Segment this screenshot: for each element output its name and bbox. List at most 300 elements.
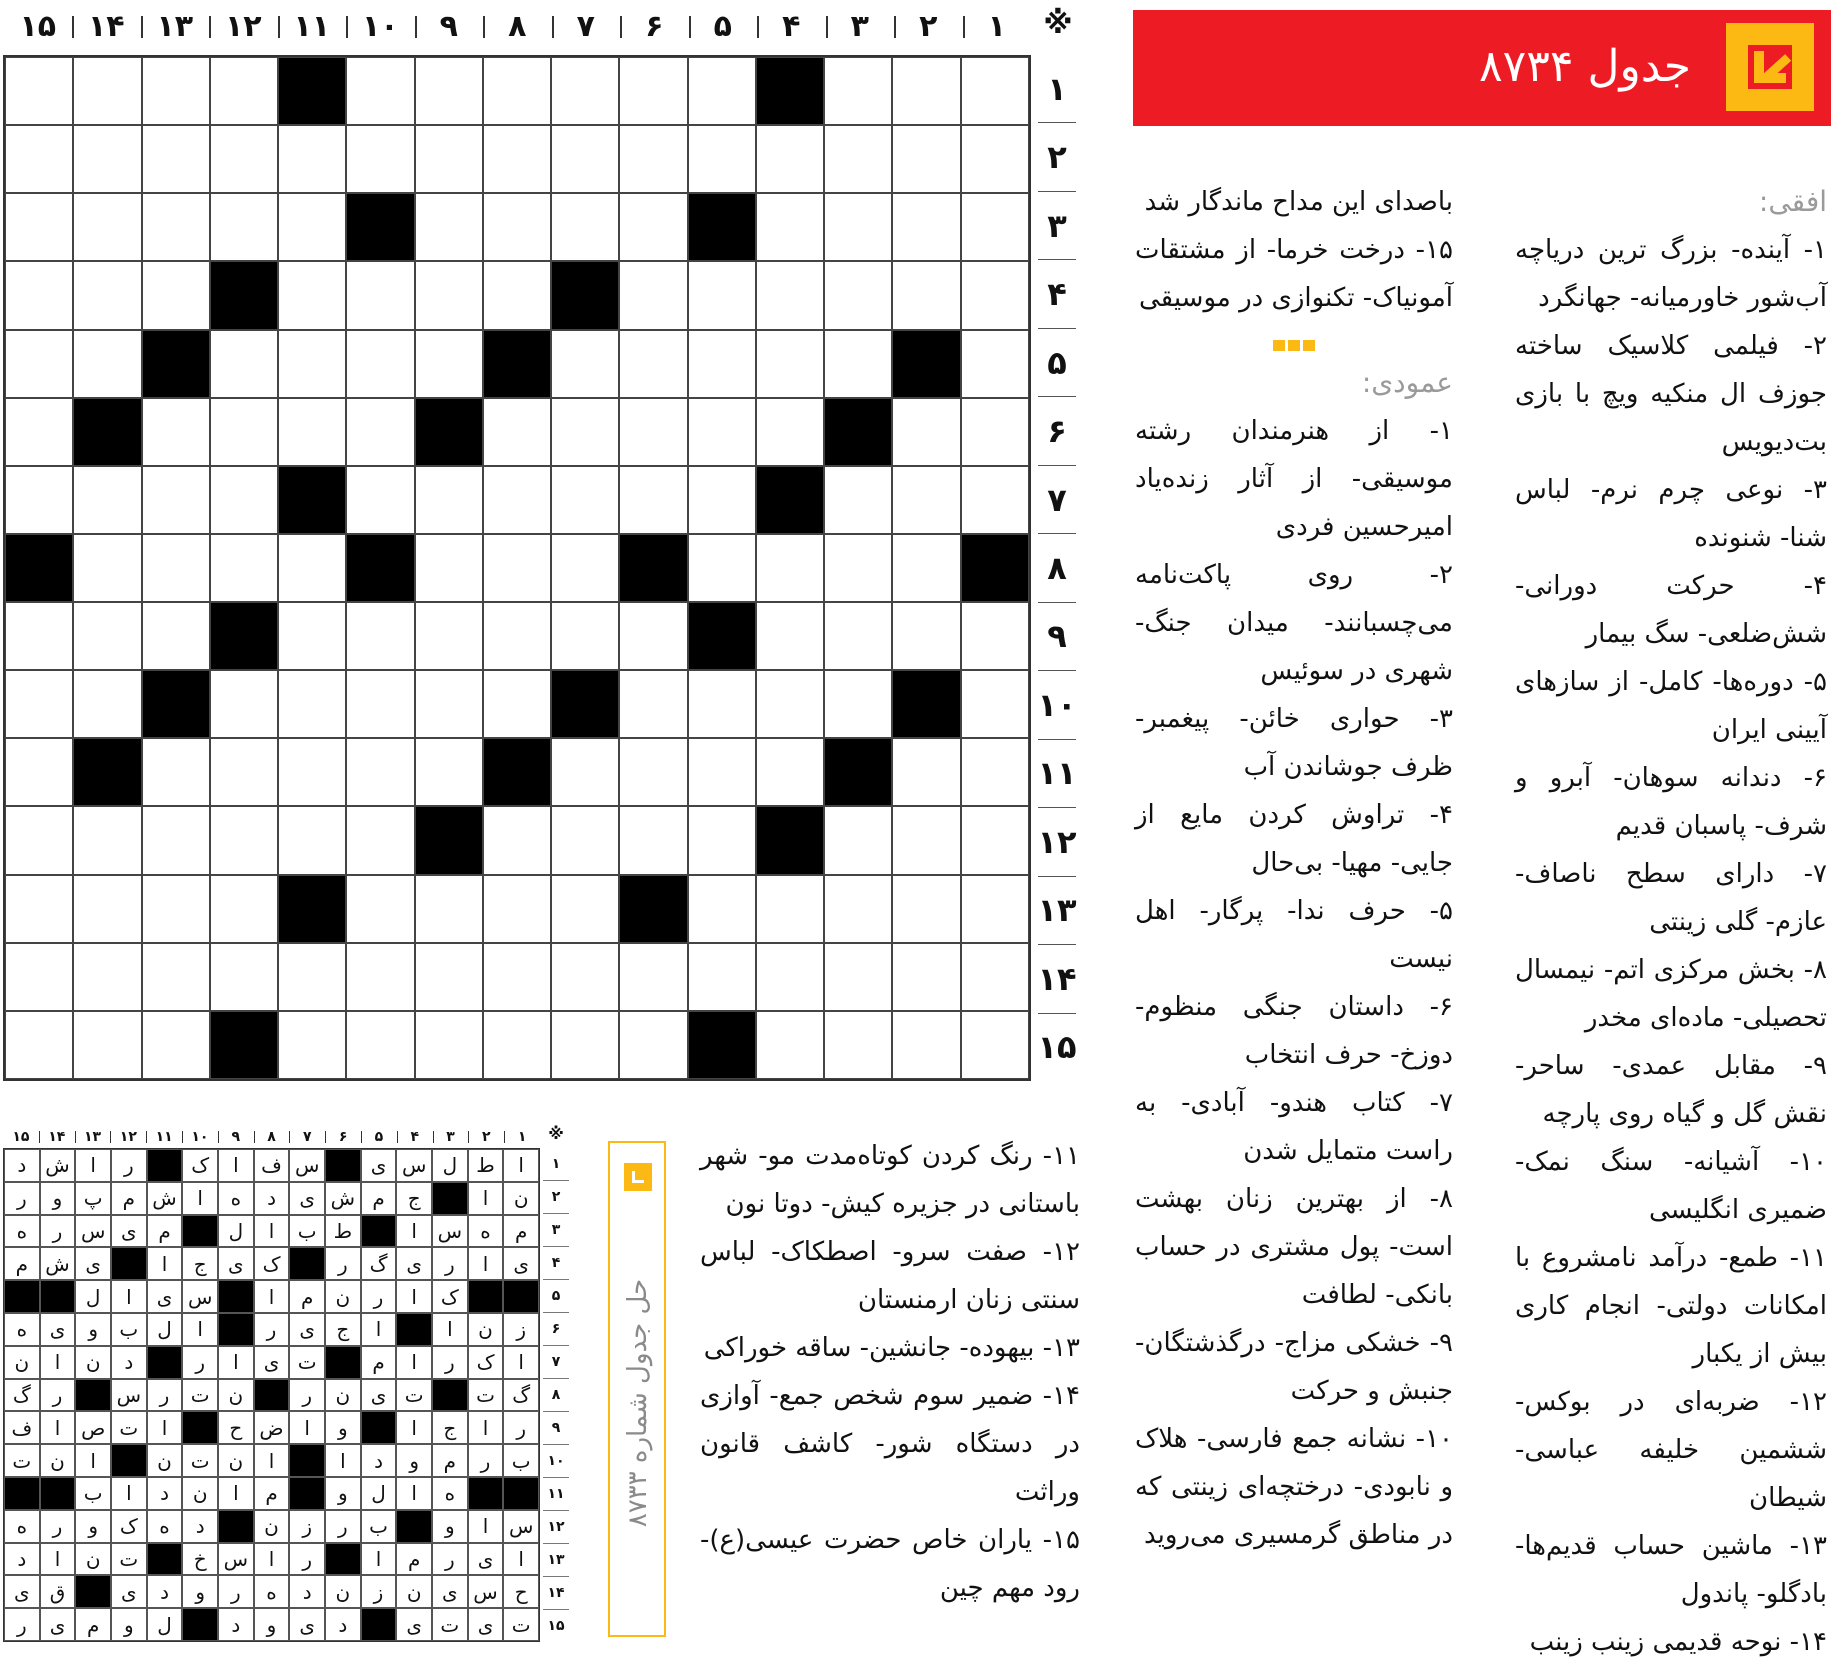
answer-cell[interactable] [961, 738, 1029, 806]
answer-cell[interactable] [5, 806, 73, 874]
row-number: ۷ [1038, 465, 1076, 533]
answer-cell[interactable] [346, 602, 414, 670]
answer-cell[interactable] [551, 125, 619, 193]
answer-cell[interactable] [551, 330, 619, 398]
answer-cell[interactable] [5, 670, 73, 738]
solution-letter: ا [254, 1215, 290, 1248]
solution-letter: ر [432, 1247, 468, 1280]
middle-clues-column [1135, 178, 1453, 1559]
corner-symbol: ※ [1043, 6, 1073, 41]
solution-letter: ا [396, 1215, 432, 1248]
solution-letter: ر [218, 1575, 254, 1608]
answer-cell[interactable] [5, 875, 73, 943]
solution-letter: ت [111, 1543, 147, 1576]
answer-cell[interactable] [415, 602, 483, 670]
solution-letter: ج [432, 1411, 468, 1444]
answer-cell[interactable] [688, 330, 756, 398]
answer-cell[interactable] [483, 875, 551, 943]
answer-cell[interactable] [278, 1011, 346, 1079]
answer-cell[interactable] [346, 330, 414, 398]
answer-cell[interactable] [961, 261, 1029, 329]
solution-letter: س [75, 1215, 111, 1248]
answer-cell[interactable] [210, 330, 278, 398]
solution-letter: و [75, 1313, 111, 1346]
down-clue: ۱۲- صفت سرو- اصطکاک- لباس سنتی زنان ارمنستان [700, 1237, 1080, 1315]
answer-cell[interactable] [756, 670, 824, 738]
answer-cell[interactable] [415, 466, 483, 534]
answer-cell[interactable] [756, 193, 824, 261]
answer-cell[interactable] [756, 261, 824, 329]
answer-cell[interactable] [824, 534, 892, 602]
answer-cell[interactable] [892, 602, 960, 670]
answer-cell[interactable] [483, 1011, 551, 1079]
answer-cell[interactable] [892, 943, 960, 1011]
answer-cell[interactable] [619, 193, 687, 261]
answer-cell[interactable] [415, 125, 483, 193]
answer-cell[interactable] [688, 670, 756, 738]
answer-cell[interactable] [5, 1011, 73, 1079]
solution-column-number: ۱۴ [39, 1126, 75, 1148]
answer-cell[interactable] [551, 57, 619, 125]
solution-letter: ا [254, 1543, 290, 1576]
answer-cell[interactable] [551, 943, 619, 1011]
answer-cell[interactable] [415, 57, 483, 125]
answer-cell[interactable] [892, 193, 960, 261]
answer-cell[interactable] [346, 738, 414, 806]
answer-cell[interactable] [278, 398, 346, 466]
solution-letter: ص [75, 1411, 111, 1444]
answer-cell[interactable] [415, 875, 483, 943]
answer-cell[interactable] [142, 602, 210, 670]
answer-cell[interactable] [961, 1011, 1029, 1079]
solution-letter: ر [4, 1182, 40, 1215]
solution-letter: ج [396, 1182, 432, 1215]
answer-cell[interactable] [824, 875, 892, 943]
answer-cell[interactable] [892, 806, 960, 874]
answer-cell[interactable] [210, 806, 278, 874]
answer-cell[interactable] [346, 125, 414, 193]
answer-cell[interactable] [961, 875, 1029, 943]
answer-cell[interactable] [961, 57, 1029, 125]
answer-cell[interactable] [415, 330, 483, 398]
column-number: ۴ [757, 4, 826, 48]
answer-cell[interactable] [278, 330, 346, 398]
answer-cell[interactable] [688, 943, 756, 1011]
answer-cell[interactable] [961, 602, 1029, 670]
answer-cell[interactable] [142, 193, 210, 261]
solution-black-cell [147, 1149, 183, 1182]
answer-cell[interactable] [483, 193, 551, 261]
answer-cell[interactable] [824, 125, 892, 193]
answer-cell[interactable] [619, 1011, 687, 1079]
answer-cell[interactable] [5, 943, 73, 1011]
solution-row-number: ۷ [543, 1345, 569, 1378]
answer-cell[interactable] [5, 738, 73, 806]
answer-cell[interactable] [73, 670, 141, 738]
solution-row-number: ۱ [551, 1156, 561, 1172]
answer-cell[interactable] [961, 806, 1029, 874]
solution-letter: گ [361, 1247, 397, 1280]
solution-letter: ا [254, 1444, 290, 1477]
solution-letter: ن [396, 1575, 432, 1608]
answer-cell[interactable] [483, 261, 551, 329]
answer-cell[interactable] [5, 398, 73, 466]
answer-cell[interactable] [688, 398, 756, 466]
answer-cell[interactable] [619, 125, 687, 193]
answer-cell[interactable] [142, 261, 210, 329]
answer-cell[interactable] [483, 534, 551, 602]
solution-letter: ا [254, 1280, 290, 1313]
answer-cell[interactable] [278, 602, 346, 670]
solution-letter: ه [432, 1477, 468, 1510]
answer-cell[interactable] [415, 670, 483, 738]
answer-cell[interactable] [619, 806, 687, 874]
answer-cell[interactable] [278, 125, 346, 193]
answer-cell[interactable] [73, 466, 141, 534]
row-number: ۹ [1038, 602, 1076, 670]
answer-cell[interactable] [892, 398, 960, 466]
answer-cell[interactable] [210, 738, 278, 806]
solution-letter: ب [289, 1215, 325, 1248]
answer-cell[interactable] [5, 602, 73, 670]
answer-cell[interactable] [73, 1011, 141, 1079]
answer-cell[interactable] [415, 534, 483, 602]
answer-cell[interactable] [346, 398, 414, 466]
answer-cell[interactable] [346, 670, 414, 738]
answer-cell[interactable] [688, 261, 756, 329]
solution-letter: س [396, 1149, 432, 1182]
answer-cell[interactable] [756, 738, 824, 806]
answer-cell[interactable] [961, 193, 1029, 261]
solution-letter: ن [254, 1510, 290, 1543]
black-cell [688, 1011, 756, 1079]
answer-cell[interactable] [210, 125, 278, 193]
answer-cell[interactable] [73, 806, 141, 874]
answer-cell[interactable] [961, 330, 1029, 398]
solution-letter: ی [468, 1543, 504, 1576]
row-number: ۱۲ [1038, 807, 1076, 875]
answer-cell[interactable] [551, 875, 619, 943]
answer-cell[interactable] [210, 57, 278, 125]
answer-cell[interactable] [346, 806, 414, 874]
solution-letter: ر [40, 1379, 76, 1412]
answer-cell[interactable] [892, 534, 960, 602]
answer-cell[interactable] [619, 57, 687, 125]
answer-cell[interactable] [73, 125, 141, 193]
answer-cell[interactable] [142, 1011, 210, 1079]
answer-cell[interactable] [892, 875, 960, 943]
answer-cell[interactable] [5, 193, 73, 261]
solution-letter: ر [289, 1543, 325, 1576]
solution-letter: ا [182, 1182, 218, 1215]
row-number: ۲ [1038, 122, 1076, 190]
column-number: ۳ [826, 4, 895, 48]
column-number: ۹ [415, 4, 484, 48]
solution-letter: ه [4, 1215, 40, 1248]
answer-cell[interactable] [73, 261, 141, 329]
solution-letter: ز [289, 1510, 325, 1543]
answer-cell[interactable] [73, 534, 141, 602]
answer-cell[interactable] [483, 943, 551, 1011]
answer-cell[interactable] [551, 398, 619, 466]
solution-row-number: ۳ [543, 1213, 569, 1246]
answer-cell[interactable] [73, 330, 141, 398]
answer-cell[interactable] [756, 602, 824, 670]
column-number: ۱ [963, 4, 1032, 48]
answer-cell[interactable] [756, 875, 824, 943]
solution-letter: ح [218, 1411, 254, 1444]
answer-cell[interactable] [619, 602, 687, 670]
solution-letter: م [75, 1608, 111, 1641]
answer-cell[interactable] [415, 1011, 483, 1079]
answer-cell[interactable] [688, 738, 756, 806]
answer-cell[interactable] [688, 534, 756, 602]
answer-cell[interactable] [278, 943, 346, 1011]
answer-cell[interactable] [824, 57, 892, 125]
answer-cell[interactable] [619, 943, 687, 1011]
answer-cell[interactable] [415, 738, 483, 806]
answer-cell[interactable] [142, 125, 210, 193]
answer-cell[interactable] [688, 806, 756, 874]
down-clue: ۴- تراوش کردن مایع از جایی- مهیا- بی‌حال [1135, 800, 1453, 878]
solution-letter: و [254, 1608, 290, 1641]
solution-letter: ش [325, 1182, 361, 1215]
answer-cell[interactable] [210, 398, 278, 466]
answer-cell[interactable] [5, 261, 73, 329]
solution-letter: ی [361, 1149, 397, 1182]
down-clue: ۲- روی پاکت‌نامه می‌چسبانند- میدان جنگ- شهری در سوئیس [1135, 560, 1453, 686]
black-cell [5, 534, 73, 602]
answer-cell[interactable] [346, 943, 414, 1011]
answer-cell[interactable] [756, 398, 824, 466]
answer-cell[interactable] [73, 57, 141, 125]
answer-cell[interactable] [892, 1011, 960, 1079]
answer-cell[interactable] [824, 193, 892, 261]
answer-cell[interactable] [142, 398, 210, 466]
answer-cell[interactable] [142, 466, 210, 534]
answer-cell[interactable] [619, 261, 687, 329]
solution-column-number: ۱۳ [75, 1126, 111, 1148]
answer-cell[interactable] [824, 261, 892, 329]
answer-cell[interactable] [551, 534, 619, 602]
row-number: ۱ [1047, 69, 1067, 108]
row-number: ۱۳ [1038, 876, 1076, 944]
solution-letter: ا [396, 1346, 432, 1379]
answer-cell[interactable] [210, 875, 278, 943]
solution-black-cell [254, 1379, 290, 1412]
answer-cell[interactable] [483, 57, 551, 125]
solution-letter: ن [218, 1444, 254, 1477]
solution-letter: ش [147, 1182, 183, 1215]
answer-cell[interactable] [619, 670, 687, 738]
answer-cell[interactable] [73, 943, 141, 1011]
answer-cell[interactable] [210, 466, 278, 534]
answer-cell[interactable] [210, 534, 278, 602]
answer-cell[interactable] [142, 57, 210, 125]
solution-black-cell [468, 1280, 504, 1313]
answer-cell[interactable] [483, 670, 551, 738]
answer-cell[interactable] [415, 261, 483, 329]
solution-black-cell [218, 1280, 254, 1313]
answer-cell[interactable] [5, 330, 73, 398]
answer-cell[interactable] [756, 125, 824, 193]
answer-cell[interactable] [278, 670, 346, 738]
answer-cell[interactable] [278, 261, 346, 329]
solution-letter: ب [111, 1313, 147, 1346]
solution-letter: ن [325, 1575, 361, 1608]
across-clue: ۳- نوعی چرم نرم- لباس شنا- شنونده [1515, 475, 1827, 553]
answer-cell[interactable] [961, 466, 1029, 534]
answer-cell[interactable] [210, 943, 278, 1011]
solution-row-number: ۱۳ [543, 1543, 569, 1576]
black-cell [756, 806, 824, 874]
answer-cell[interactable] [278, 534, 346, 602]
answer-cell[interactable] [688, 875, 756, 943]
solution-letter: ل [432, 1149, 468, 1182]
answer-cell[interactable] [619, 330, 687, 398]
answer-cell[interactable] [278, 193, 346, 261]
solution-row-number: ۹ [543, 1411, 569, 1444]
solution-letter: ن [468, 1313, 504, 1346]
answer-cell[interactable] [551, 1011, 619, 1079]
answer-cell[interactable] [415, 943, 483, 1011]
answer-cell[interactable] [961, 670, 1029, 738]
answer-cell[interactable] [483, 806, 551, 874]
answer-cell[interactable] [961, 125, 1029, 193]
solution-letter: س [289, 1149, 325, 1182]
solution-letter: ق [40, 1575, 76, 1608]
solution-letter: م [111, 1182, 147, 1215]
solution-letter: ا [75, 1444, 111, 1477]
answer-cell[interactable] [142, 875, 210, 943]
answer-cell[interactable] [278, 806, 346, 874]
answer-cell[interactable] [346, 261, 414, 329]
row-number: ۵ [1038, 328, 1076, 396]
answer-cell[interactable] [961, 943, 1029, 1011]
solution-letter: ن [503, 1182, 539, 1215]
answer-cell[interactable] [756, 1011, 824, 1079]
answer-cell[interactable] [346, 466, 414, 534]
solution-letter: ک [432, 1280, 468, 1313]
answer-cell[interactable] [551, 738, 619, 806]
black-cell [278, 466, 346, 534]
solution-black-cell [503, 1280, 539, 1313]
solution-letter: ه [4, 1510, 40, 1543]
answer-cell[interactable] [824, 602, 892, 670]
answer-cell[interactable] [756, 330, 824, 398]
down-clue: ۱۳- بیهوده- جانشین- ساقه خوراکی [703, 1333, 1080, 1363]
answer-cell[interactable] [824, 466, 892, 534]
answer-cell[interactable] [688, 466, 756, 534]
answer-cell[interactable] [892, 125, 960, 193]
answer-cell[interactable] [551, 466, 619, 534]
answer-cell[interactable] [5, 125, 73, 193]
answer-cell[interactable] [483, 602, 551, 670]
answer-cell[interactable] [73, 193, 141, 261]
black-cell [756, 466, 824, 534]
answer-cell[interactable] [73, 875, 141, 943]
solution-letter: و [75, 1510, 111, 1543]
answer-cell[interactable] [619, 398, 687, 466]
answer-cell[interactable] [551, 806, 619, 874]
answer-cell[interactable] [142, 534, 210, 602]
column-number: ۱۵ [19, 8, 57, 44]
answer-cell[interactable] [551, 193, 619, 261]
answer-cell[interactable] [551, 602, 619, 670]
answer-cell[interactable] [892, 738, 960, 806]
answer-cell[interactable] [278, 738, 346, 806]
answer-cell[interactable] [5, 57, 73, 125]
solution-letter: د [182, 1510, 218, 1543]
answer-cell[interactable] [892, 261, 960, 329]
solution-row-number: ۱۰ [543, 1444, 569, 1477]
solution-letter: ا [432, 1313, 468, 1346]
answer-cell[interactable] [688, 125, 756, 193]
across-clue: ۴- حرکت دورانی- شش‌ضلعی- سگ بیمار [1515, 571, 1827, 649]
answer-cell[interactable] [142, 943, 210, 1011]
across-clue: ۱۲- ضربه‌ای در بوکس- ششمین خلیفه عباسی- شیطان [1515, 1387, 1827, 1513]
answer-cell[interactable] [619, 466, 687, 534]
answer-cell[interactable] [73, 602, 141, 670]
answer-cell[interactable] [210, 193, 278, 261]
answer-cell[interactable] [756, 943, 824, 1011]
answer-cell[interactable] [142, 738, 210, 806]
solution-letter: ر [325, 1510, 361, 1543]
down-clues-continued [700, 1132, 1080, 1612]
solution-letter: ت [182, 1444, 218, 1477]
answer-cell[interactable] [756, 534, 824, 602]
arrow-down-left-icon [1726, 23, 1814, 111]
answer-cell[interactable] [892, 466, 960, 534]
solution-letter: ل [218, 1215, 254, 1248]
answer-cell[interactable] [346, 57, 414, 125]
answer-cell[interactable] [892, 57, 960, 125]
answer-cell[interactable] [824, 1011, 892, 1079]
answer-cell[interactable] [483, 466, 551, 534]
solution-black-cell [289, 1477, 325, 1510]
solution-letter: ن [75, 1346, 111, 1379]
solution-letter: ج [325, 1313, 361, 1346]
answer-cell[interactable] [961, 398, 1029, 466]
solution-letter: ت [4, 1444, 40, 1477]
answer-cell[interactable] [824, 943, 892, 1011]
solution-row-number: ۱۴ [543, 1576, 569, 1609]
answer-cell[interactable] [483, 125, 551, 193]
answer-cell[interactable] [824, 806, 892, 874]
answer-cell[interactable] [824, 670, 892, 738]
answer-cell[interactable] [142, 806, 210, 874]
solution-letter: ز [361, 1575, 397, 1608]
answer-cell[interactable] [483, 398, 551, 466]
answer-cell[interactable] [688, 57, 756, 125]
answer-cell[interactable] [824, 330, 892, 398]
solution-row-number: ۱۱ [543, 1477, 569, 1510]
solution-letter: ا [361, 1543, 397, 1576]
solution-letter: ا [396, 1411, 432, 1444]
answer-cell[interactable] [346, 1011, 414, 1079]
black-cell [346, 534, 414, 602]
answer-cell[interactable] [5, 466, 73, 534]
column-number: ۱۰ [346, 4, 415, 48]
solution-letter: ی [40, 1313, 76, 1346]
answer-cell[interactable] [619, 738, 687, 806]
solution-letter: ا [325, 1444, 361, 1477]
solution-letter: ل [75, 1280, 111, 1313]
answer-cell[interactable] [210, 670, 278, 738]
answer-cell[interactable] [415, 193, 483, 261]
answer-cell[interactable] [346, 875, 414, 943]
solution-letter: ر [468, 1444, 504, 1477]
